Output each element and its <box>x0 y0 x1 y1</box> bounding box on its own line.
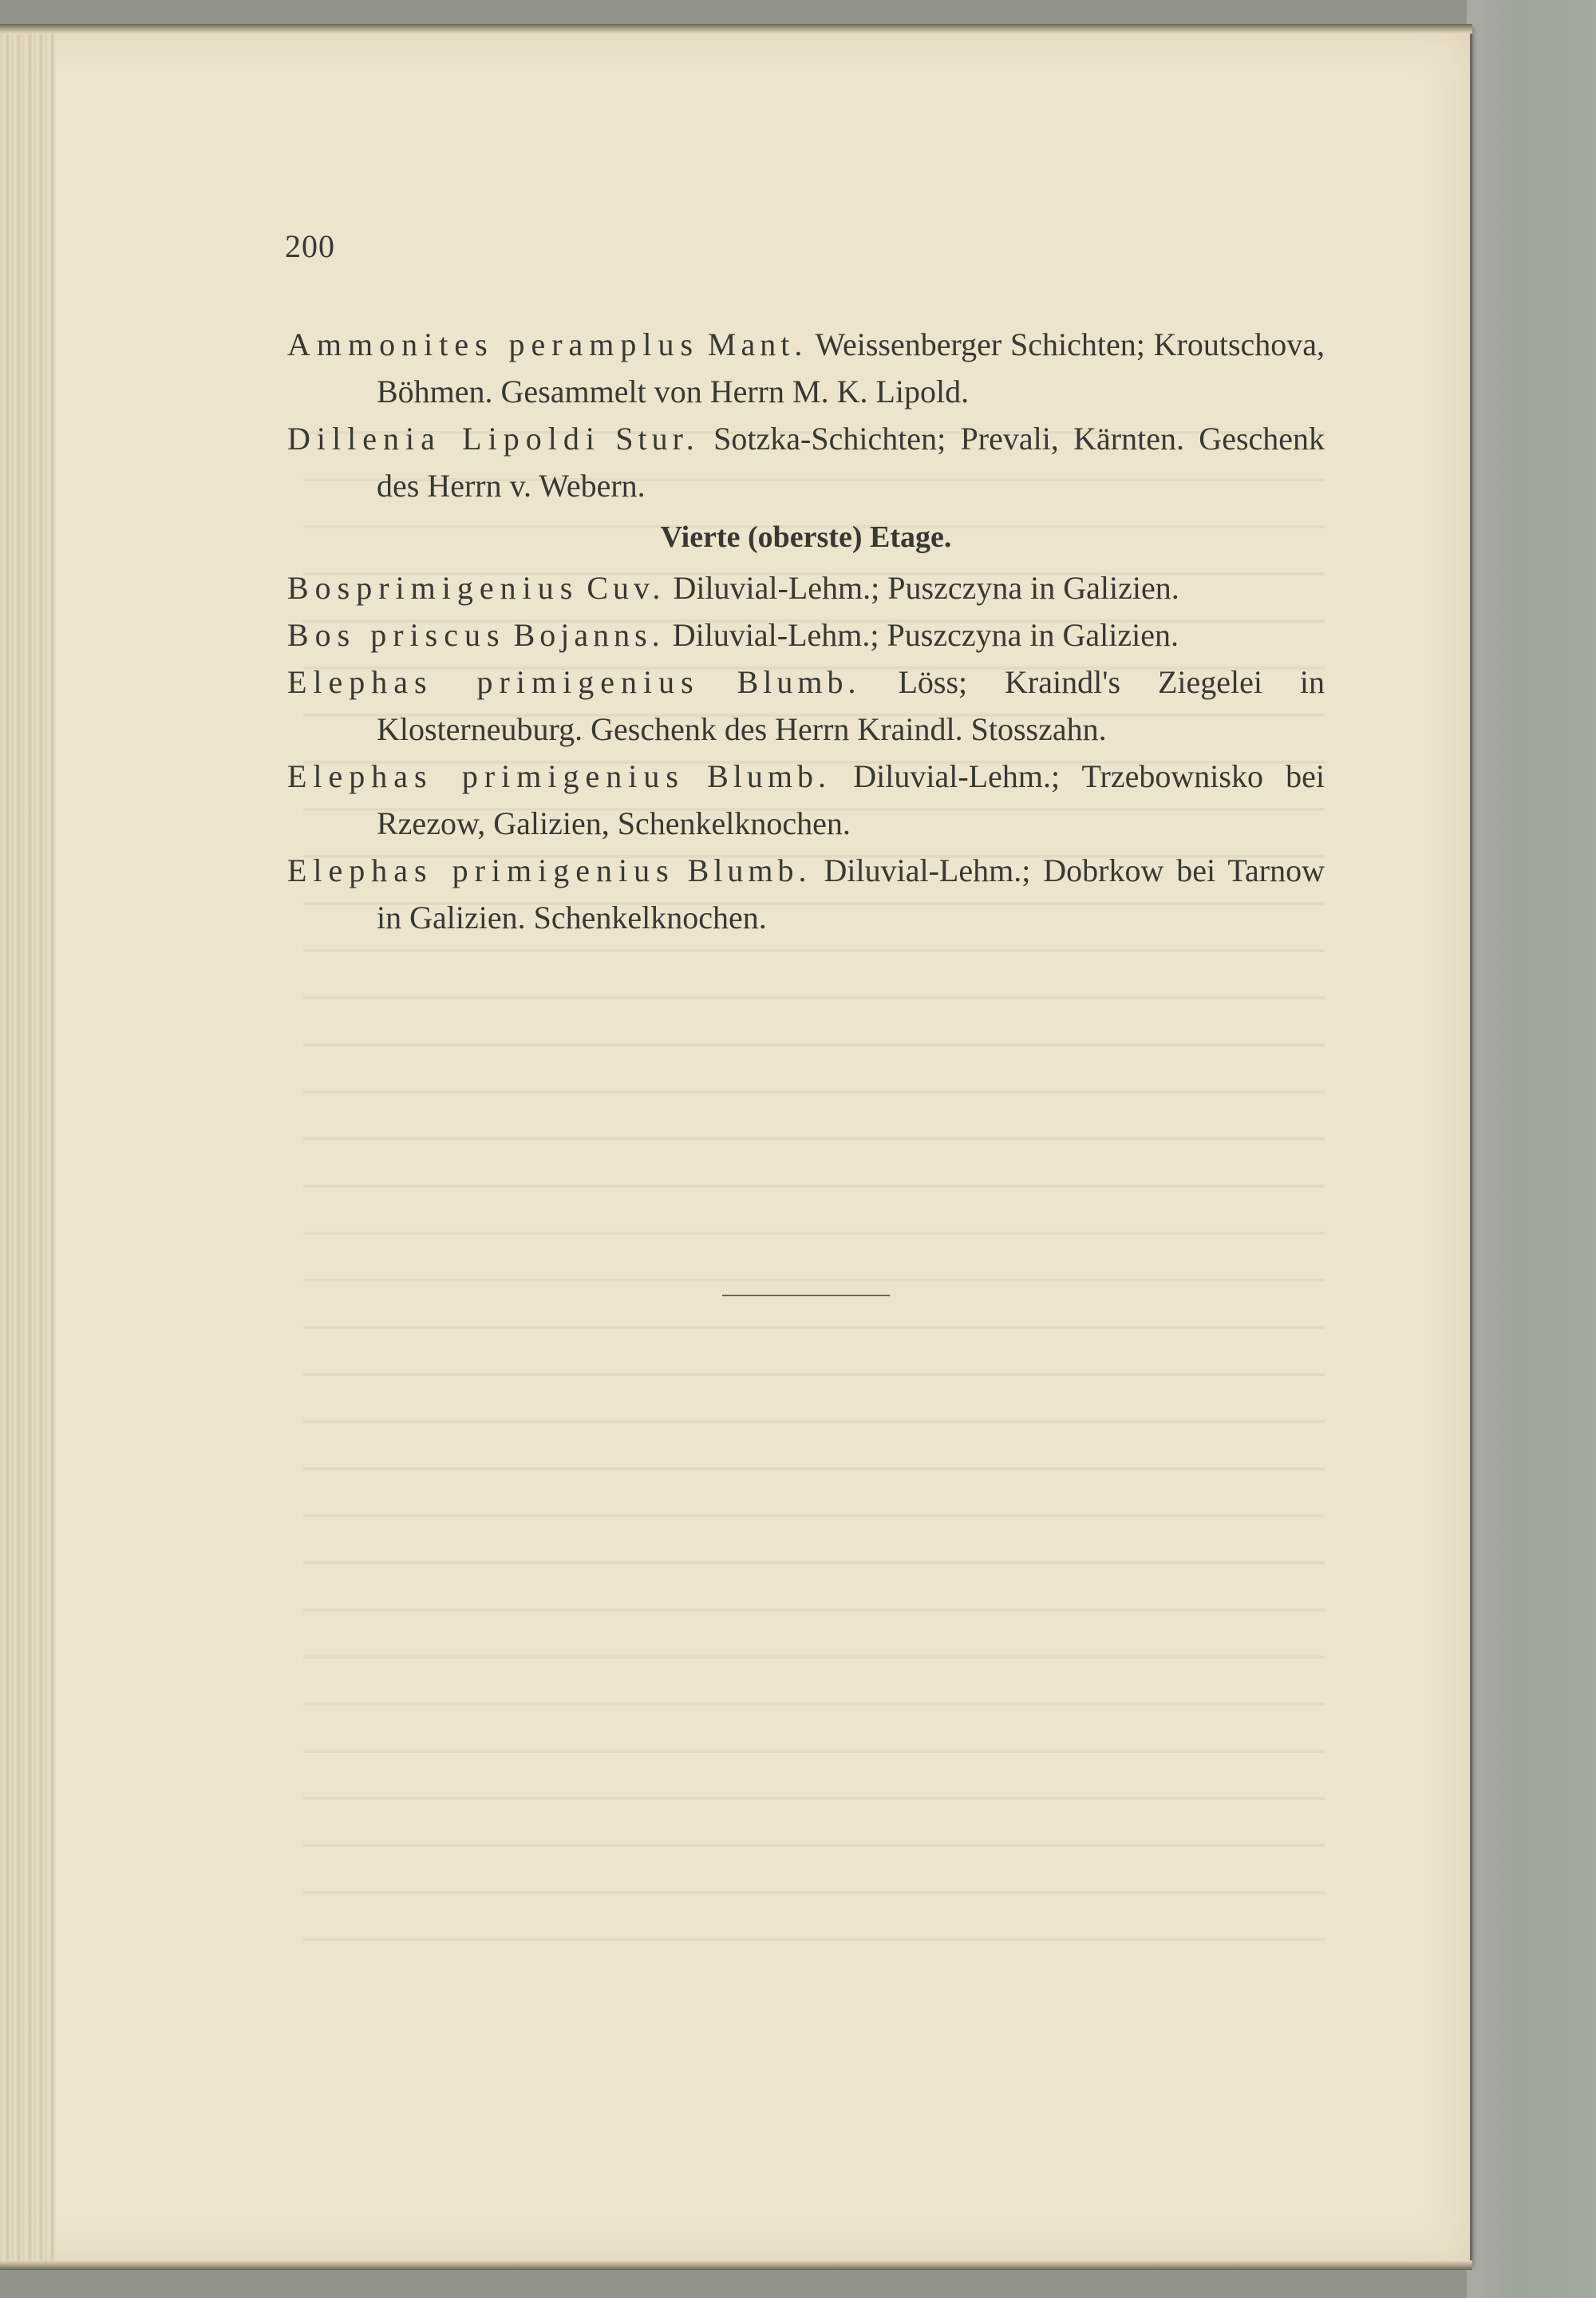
species-name: Dillenia Lipoldi <box>287 421 601 457</box>
species-author: Blumb. <box>687 852 812 888</box>
catalog-entry <box>287 611 1325 659</box>
adjacent-page-edge <box>1467 0 1596 2298</box>
species-name: Ammonites peramplus <box>287 326 700 362</box>
species-name: Elephas primigenius <box>287 758 685 794</box>
entry-description: Weissenberger Schichten; Kroutschova, Böhmen. Gesammelt von Herrn M. K. Lipold. <box>377 326 1325 409</box>
species-name: Bos priscus <box>287 617 506 653</box>
entry-description: Diluvial-Lehm.; Dobrkow bei Tarnow in Galizien. Schenkelknochen. <box>377 852 1325 935</box>
section-divider <box>722 1295 890 1296</box>
page-number: 200 <box>285 228 335 264</box>
species-author: Stur. <box>615 421 699 457</box>
species-author: Blumb. <box>737 664 861 700</box>
section-heading: Vierte (oberste) Etage. <box>660 520 952 554</box>
catalog-entry <box>287 564 1325 611</box>
entry-description: Löss; Kraindl's Ziegelei in Klosterneuburg. Geschenk des Herrn Kraindl. Stosszahn. <box>377 664 1325 747</box>
catalog-entry <box>287 659 1325 753</box>
page-top-edge <box>0 24 1472 34</box>
catalog-entry <box>287 847 1325 941</box>
species-name: Bosprimigenius <box>287 570 579 606</box>
species-name: Elephas primigenius <box>287 852 675 888</box>
species-author: Blumb. <box>707 758 832 794</box>
entry-description: Sotzka-Schichten; Prevali, Kärnten. Geschenk des Herrn v. Webern. <box>377 421 1325 504</box>
catalog-entry <box>287 753 1325 847</box>
page-bottom-edge <box>0 2260 1472 2270</box>
species-author: Mant. <box>707 326 808 362</box>
catalog-entry <box>287 321 1325 415</box>
species-author: Cuv. <box>587 570 666 606</box>
entry-description: Diluvial-Lehm.; Trzebownisko bei Rzezow, Galizien, Schenkelknochen. <box>377 758 1325 841</box>
catalog-entry <box>287 415 1325 509</box>
species-author: Bojanns. <box>513 617 665 653</box>
species-name: Elephas primigenius <box>287 664 700 700</box>
entry-description: Diluvial-Lehm.; Puszczyna in Galizien. <box>673 570 1179 606</box>
entry-description: Diluvial-Lehm.; Puszczyna in Galizien. <box>672 617 1179 653</box>
catalog-text <box>287 321 1325 941</box>
page-stack-edge <box>0 27 56 2267</box>
